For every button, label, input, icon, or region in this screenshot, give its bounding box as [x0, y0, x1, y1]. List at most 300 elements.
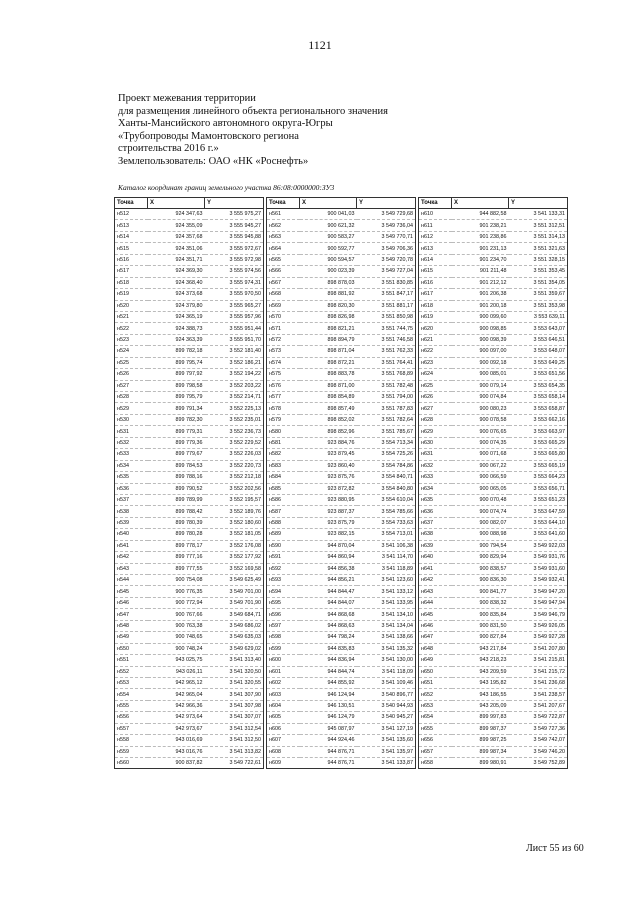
x-cell: 901 200,18 — [452, 300, 509, 311]
point-cell: н587 — [267, 506, 300, 517]
table-row — [267, 575, 416, 586]
x-cell: 924 369,30 — [148, 266, 205, 277]
x-cell: 898 820,30 — [300, 300, 357, 311]
y-cell: 3 549 926,05 — [509, 620, 568, 631]
x-cell: 900 594,57 — [300, 254, 357, 265]
x-cell: 900 065,05 — [452, 483, 509, 494]
column-header-y: Y — [357, 198, 416, 209]
x-cell: 898 878,03 — [300, 277, 357, 288]
point-cell: н628 — [419, 414, 452, 425]
table-row — [267, 449, 416, 460]
x-cell: 923 872,82 — [300, 483, 357, 494]
table-row — [267, 334, 416, 345]
x-cell: 900 776,35 — [148, 586, 205, 597]
x-cell: 900 066,59 — [452, 472, 509, 483]
x-cell: 900 772,94 — [148, 597, 205, 608]
x-cell: 901 211,48 — [452, 266, 509, 277]
y-cell: 3 541 109,46 — [357, 677, 416, 688]
x-cell: 943 205,09 — [452, 700, 509, 711]
y-cell: 3 541 236,68 — [509, 677, 568, 688]
y-cell: 3 553 658,14 — [509, 392, 568, 403]
table-row — [115, 220, 264, 231]
point-cell: н539 — [115, 517, 148, 528]
point-cell: н545 — [115, 586, 148, 597]
x-cell: 900 836,30 — [452, 575, 509, 586]
point-cell: н604 — [267, 700, 300, 711]
table-row — [419, 643, 568, 654]
point-cell: н643 — [419, 586, 452, 597]
x-cell: 943 195,82 — [452, 677, 509, 688]
y-cell: 3 551 850,98 — [357, 311, 416, 322]
table-row — [115, 449, 264, 460]
table-row — [267, 677, 416, 688]
x-cell: 924 363,39 — [148, 334, 205, 345]
point-cell: н607 — [267, 735, 300, 746]
point-cell: н656 — [419, 735, 452, 746]
table-row — [267, 220, 416, 231]
point-cell: н557 — [115, 723, 148, 734]
y-cell: 3 554 784,86 — [357, 460, 416, 471]
point-cell: н644 — [419, 597, 452, 608]
point-cell: н657 — [419, 746, 452, 757]
point-cell: н556 — [115, 712, 148, 723]
header-line: Землепользователь: ОАО «НК «Роснефть» — [118, 155, 309, 167]
y-cell: 3 555 970,50 — [205, 289, 264, 300]
table-row — [267, 300, 416, 311]
table-row — [115, 483, 264, 494]
y-cell: 3 553 644,10 — [509, 517, 568, 528]
y-cell: 3 541 215,72 — [509, 666, 568, 677]
y-cell: 3 549 947,94 — [509, 597, 568, 608]
y-cell: 3 549 629,02 — [205, 643, 264, 654]
point-cell: н520 — [115, 300, 148, 311]
table-row — [115, 540, 264, 551]
x-cell: 898 871,00 — [300, 380, 357, 391]
x-cell: 944 876,71 — [300, 758, 357, 769]
table-row — [419, 666, 568, 677]
x-cell: 900 099,60 — [452, 311, 509, 322]
y-cell: 3 552 195,57 — [205, 494, 264, 505]
point-cell: н645 — [419, 609, 452, 620]
x-cell: 900 074,84 — [452, 392, 509, 403]
y-cell: 3 555 951,70 — [205, 334, 264, 345]
y-cell: 3 549 727,04 — [357, 266, 416, 277]
point-cell: н585 — [267, 483, 300, 494]
x-cell: 899 780,39 — [148, 517, 205, 528]
column-header-point: Точка — [419, 198, 452, 209]
y-cell: 3 541 134,04 — [357, 620, 416, 631]
x-cell: 900 827,84 — [452, 632, 509, 643]
y-cell: 3 553 649,25 — [509, 357, 568, 368]
point-cell: н571 — [267, 323, 300, 334]
table-row — [267, 277, 416, 288]
table-row — [419, 254, 568, 265]
y-cell: 3 553 663,97 — [509, 426, 568, 437]
point-cell: н528 — [115, 392, 148, 403]
table-row — [115, 609, 264, 620]
table-row — [267, 311, 416, 322]
table-row — [419, 231, 568, 242]
x-cell: 900 041,03 — [300, 209, 357, 220]
table-row — [115, 277, 264, 288]
x-cell: 900 835,84 — [452, 609, 509, 620]
point-cell: н635 — [419, 494, 452, 505]
table-row — [267, 517, 416, 528]
y-cell: 3 552 220,73 — [205, 460, 264, 471]
x-cell: 900 754,08 — [148, 575, 205, 586]
y-cell: 3 549 736,04 — [357, 220, 416, 231]
x-cell: 943 217,84 — [452, 643, 509, 654]
coordinate-table — [418, 197, 568, 769]
y-cell: 3 555 974,31 — [205, 277, 264, 288]
table-row — [267, 746, 416, 757]
y-cell: 3 541 138,66 — [357, 632, 416, 643]
coordinate-tables — [114, 197, 568, 769]
y-cell: 3 552 226,03 — [205, 449, 264, 460]
point-cell: н633 — [419, 472, 452, 483]
y-cell: 3 552 177,92 — [205, 552, 264, 563]
x-cell: 898 871,04 — [300, 346, 357, 357]
point-cell: н564 — [267, 243, 300, 254]
point-cell: н550 — [115, 643, 148, 654]
y-cell: 3 541 320,50 — [205, 666, 264, 677]
point-cell: н544 — [115, 575, 148, 586]
y-cell: 3 554 713,01 — [357, 529, 416, 540]
page-number: 1121 — [308, 38, 332, 52]
x-cell: 943 209,59 — [452, 666, 509, 677]
y-cell: 3 551 787,83 — [357, 403, 416, 414]
table-row — [267, 460, 416, 471]
point-cell: н622 — [419, 346, 452, 357]
y-cell: 3 541 313,40 — [205, 655, 264, 666]
point-cell: н600 — [267, 655, 300, 666]
point-cell: н602 — [267, 677, 300, 688]
y-cell: 3 541 135,32 — [357, 643, 416, 654]
point-cell: н625 — [419, 380, 452, 391]
column-header-y: Y — [205, 198, 264, 209]
y-cell: 3 555 945,88 — [205, 231, 264, 242]
x-cell: 898 821,21 — [300, 323, 357, 334]
table-row — [419, 735, 568, 746]
x-cell: 899 987,37 — [452, 723, 509, 734]
point-cell: н597 — [267, 620, 300, 631]
x-cell: 900 023,39 — [300, 266, 357, 277]
x-cell: 900 831,50 — [452, 620, 509, 631]
y-cell: 3 552 180,60 — [205, 517, 264, 528]
y-cell: 3 541 135,60 — [357, 735, 416, 746]
point-cell: н617 — [419, 289, 452, 300]
y-cell: 3 551 830,85 — [357, 277, 416, 288]
column-header-y: Y — [509, 198, 568, 209]
table-row — [419, 586, 568, 597]
x-cell: 946 130,51 — [300, 700, 357, 711]
point-cell: н582 — [267, 449, 300, 460]
x-cell: 899 987,25 — [452, 735, 509, 746]
y-cell: 3 553 639,11 — [509, 311, 568, 322]
table-row — [419, 506, 568, 517]
point-cell: н649 — [419, 655, 452, 666]
table-row — [115, 735, 264, 746]
x-cell: 900 621,32 — [300, 220, 357, 231]
column-header-x: X — [452, 198, 509, 209]
y-cell: 3 553 665,19 — [509, 460, 568, 471]
x-cell: 899 780,28 — [148, 529, 205, 540]
x-cell: 923 882,15 — [300, 529, 357, 540]
y-cell: 3 541 123,60 — [357, 575, 416, 586]
y-cell: 3 552 202,56 — [205, 483, 264, 494]
x-cell: 900 074,74 — [452, 506, 509, 517]
table-row — [115, 666, 264, 677]
x-cell: 899 782,30 — [148, 414, 205, 425]
table-row — [267, 472, 416, 483]
x-cell: 899 997,83 — [452, 712, 509, 723]
point-cell: н558 — [115, 735, 148, 746]
y-cell: 3 541 313,82 — [205, 746, 264, 757]
x-cell: 924 355,09 — [148, 220, 205, 231]
table-row — [115, 517, 264, 528]
y-cell: 3 549 722,87 — [509, 712, 568, 723]
y-cell: 3 541 130,00 — [357, 655, 416, 666]
point-cell: н521 — [115, 311, 148, 322]
y-cell: 3 555 975,27 — [205, 209, 264, 220]
table-row — [115, 586, 264, 597]
point-cell: н534 — [115, 460, 148, 471]
table-row — [419, 437, 568, 448]
x-cell: 923 875,76 — [300, 472, 357, 483]
y-cell: 3 551 794,00 — [357, 392, 416, 403]
coordinate-table — [266, 197, 416, 769]
point-cell: н529 — [115, 403, 148, 414]
table-row — [115, 552, 264, 563]
y-cell: 3 551 746,58 — [357, 334, 416, 345]
point-cell: н596 — [267, 609, 300, 620]
table-row — [115, 712, 264, 723]
table-row — [267, 357, 416, 368]
table-row — [267, 380, 416, 391]
table-row — [419, 620, 568, 631]
point-cell: н516 — [115, 254, 148, 265]
table-row — [267, 643, 416, 654]
point-cell: н563 — [267, 231, 300, 242]
x-cell: 944 870,04 — [300, 540, 357, 551]
y-cell: 3 555 974,56 — [205, 266, 264, 277]
point-cell: н621 — [419, 334, 452, 345]
table-row — [267, 243, 416, 254]
table-row — [267, 346, 416, 357]
point-cell: н514 — [115, 231, 148, 242]
point-cell: н631 — [419, 449, 452, 460]
table-row — [267, 483, 416, 494]
x-cell: 942 965,12 — [148, 677, 205, 688]
y-cell: 3 553 648,07 — [509, 346, 568, 357]
y-cell: 3 553 664,23 — [509, 472, 568, 483]
x-cell: 898 894,79 — [300, 334, 357, 345]
header-line: для размещения линейного объекта регионального значения — [118, 105, 388, 117]
table-row — [267, 426, 416, 437]
table-row — [267, 392, 416, 403]
table-row — [115, 563, 264, 574]
table-row — [115, 506, 264, 517]
point-cell: н577 — [267, 392, 300, 403]
table-row — [419, 758, 568, 769]
x-cell: 898 881,92 — [300, 289, 357, 300]
table-row — [419, 449, 568, 460]
point-cell: н551 — [115, 655, 148, 666]
y-cell: 3 552 186,21 — [205, 357, 264, 368]
y-cell: 3 553 654,35 — [509, 380, 568, 391]
header-line: строительства 2016 г.» — [118, 143, 219, 154]
table-row — [267, 666, 416, 677]
point-cell: н580 — [267, 426, 300, 437]
x-cell: 900 071,68 — [452, 449, 509, 460]
y-cell: 3 549 727,36 — [509, 723, 568, 734]
y-cell: 3 553 647,59 — [509, 506, 568, 517]
x-cell: 944 844,74 — [300, 666, 357, 677]
y-cell: 3 541 118,89 — [357, 563, 416, 574]
y-cell: 3 549 706,36 — [357, 243, 416, 254]
x-cell: 898 857,49 — [300, 403, 357, 414]
point-cell: н546 — [115, 597, 148, 608]
table-row — [115, 426, 264, 437]
table-row — [267, 597, 416, 608]
point-cell: н565 — [267, 254, 300, 265]
point-cell: н554 — [115, 689, 148, 700]
y-cell: 3 551 312,51 — [509, 220, 568, 231]
x-cell: 899 790,52 — [148, 483, 205, 494]
table-row — [419, 357, 568, 368]
point-cell: н584 — [267, 472, 300, 483]
point-cell: н512 — [115, 209, 148, 220]
x-cell: 900 794,54 — [452, 540, 509, 551]
point-cell: н525 — [115, 357, 148, 368]
point-cell: н641 — [419, 563, 452, 574]
y-cell: 3 554 733,63 — [357, 517, 416, 528]
y-cell: 3 553 643,07 — [509, 323, 568, 334]
y-cell: 3 541 238,57 — [509, 689, 568, 700]
x-cell: 898 852,96 — [300, 426, 357, 437]
y-cell: 3 541 133,31 — [509, 209, 568, 220]
table-row — [115, 620, 264, 631]
y-cell: 3 549 770,71 — [357, 231, 416, 242]
point-cell: н647 — [419, 632, 452, 643]
x-cell: 942 973,64 — [148, 712, 205, 723]
point-cell: н593 — [267, 575, 300, 586]
y-cell: 3 541 134,10 — [357, 609, 416, 620]
point-cell: н569 — [267, 300, 300, 311]
point-cell: н650 — [419, 666, 452, 677]
point-cell: н553 — [115, 677, 148, 688]
point-cell: н515 — [115, 243, 148, 254]
x-cell: 899 788,16 — [148, 472, 205, 483]
x-cell: 944 836,94 — [300, 655, 357, 666]
x-cell: 944 856,38 — [300, 563, 357, 574]
table-row — [115, 643, 264, 654]
table-row — [419, 563, 568, 574]
x-cell: 924 351,71 — [148, 254, 205, 265]
point-cell: н524 — [115, 346, 148, 357]
y-cell: 3 553 641,60 — [509, 529, 568, 540]
x-cell: 899 789,99 — [148, 494, 205, 505]
point-cell: н609 — [267, 758, 300, 769]
point-cell: н518 — [115, 277, 148, 288]
y-cell: 3 555 972,98 — [205, 254, 264, 265]
x-cell: 901 234,70 — [452, 254, 509, 265]
x-cell: 899 779,67 — [148, 449, 205, 460]
table-row — [115, 758, 264, 769]
y-cell: 3 552 236,73 — [205, 426, 264, 437]
x-cell: 924 373,68 — [148, 289, 205, 300]
table-row — [267, 323, 416, 334]
table-row — [419, 289, 568, 300]
table-row — [419, 243, 568, 254]
point-cell: н549 — [115, 632, 148, 643]
table-row — [267, 586, 416, 597]
table-row — [267, 689, 416, 700]
x-cell: 944 844,47 — [300, 586, 357, 597]
catalog-subtitle: Каталог координат границ земельного участка 86:08:0000000:ЗУ3 — [118, 183, 335, 192]
point-cell: н541 — [115, 540, 148, 551]
x-cell: 946 124,94 — [300, 689, 357, 700]
y-cell: 3 553 651,56 — [509, 369, 568, 380]
table-row — [419, 529, 568, 540]
y-cell: 3 551 768,89 — [357, 369, 416, 380]
x-cell: 944 835,83 — [300, 643, 357, 654]
y-cell: 3 551 353,98 — [509, 300, 568, 311]
y-cell: 3 555 945,27 — [205, 220, 264, 231]
column-header-x: X — [148, 198, 205, 209]
y-cell: 3 549 701,90 — [205, 597, 264, 608]
table-row — [115, 700, 264, 711]
y-cell: 3 541 118,09 — [357, 666, 416, 677]
table-row — [419, 311, 568, 322]
x-cell: 924 357,68 — [148, 231, 205, 242]
y-cell: 3 552 212,18 — [205, 472, 264, 483]
y-cell: 3 549 752,89 — [509, 758, 568, 769]
point-cell: н614 — [419, 254, 452, 265]
table-row — [419, 346, 568, 357]
table-row — [419, 472, 568, 483]
y-cell: 3 551 353,45 — [509, 266, 568, 277]
table-row — [115, 323, 264, 334]
table-row — [419, 414, 568, 425]
x-cell: 944 882,58 — [452, 209, 509, 220]
point-cell: н620 — [419, 323, 452, 334]
x-cell: 944 924,46 — [300, 735, 357, 746]
x-cell: 942 966,36 — [148, 700, 205, 711]
y-cell: 3 552 189,76 — [205, 506, 264, 517]
y-cell: 3 549 931,76 — [509, 552, 568, 563]
y-cell: 3 541 207,80 — [509, 643, 568, 654]
x-cell: 923 880,95 — [300, 494, 357, 505]
header-line: «Трубопроводы Мамонтовского региона — [118, 130, 299, 142]
x-cell: 923 884,76 — [300, 437, 357, 448]
x-cell: 900 079,14 — [452, 380, 509, 391]
x-cell: 944 844,07 — [300, 597, 357, 608]
point-cell: н533 — [115, 449, 148, 460]
table-row — [115, 689, 264, 700]
x-cell: 899 987,34 — [452, 746, 509, 757]
x-cell: 900 092,18 — [452, 357, 509, 368]
table-row — [115, 289, 264, 300]
y-cell: 3 541 307,07 — [205, 712, 264, 723]
table-row — [267, 403, 416, 414]
y-cell: 3 541 114,70 — [357, 552, 416, 563]
x-cell: 944 868,63 — [300, 620, 357, 631]
table-row — [267, 712, 416, 723]
table-row — [419, 323, 568, 334]
x-cell: 899 777,16 — [148, 552, 205, 563]
y-cell: 3 553 662,16 — [509, 414, 568, 425]
